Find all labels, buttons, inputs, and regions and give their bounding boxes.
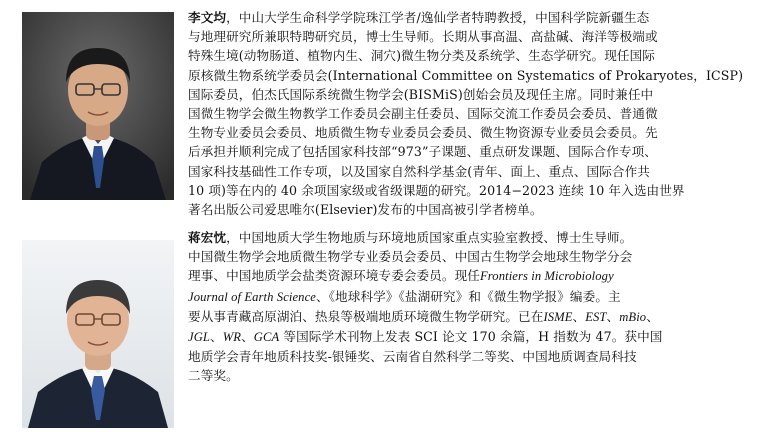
bio-line: 中国微生物学会地质微生物学专业委员会委员、中国古生物学会地球生物学分会 [188, 249, 633, 265]
bio-line: 地质学会青年地质科技奖-银锤奖、云南省自然科学二等奖、中国地质调查局科技 [188, 349, 637, 365]
journal-name: EST [585, 309, 607, 324]
journal-name: GCA [253, 330, 280, 345]
bio-line: 要从事青藏高原湖泊、热泉等极端地质环境微生物学研究。已在ISME、EST、mBio、 [188, 308, 659, 324]
journal-name: ISME [543, 309, 573, 324]
bio-line: 10 项)等在内的 40 余项国家级或省级课题的研究。2014−2023 连续 10 年入选由世界 [188, 182, 685, 198]
portrait-illustration [22, 12, 174, 200]
bio-line: 国际委员，伯杰氏国际系统微生物学会(BISMiS)创始会员及现任主席。同时兼任中 [188, 86, 654, 102]
bio-line: 二等奖。 [188, 368, 239, 384]
person-name: 蒋宏忱 [188, 230, 227, 245]
person-name: 李文均 [188, 10, 227, 25]
bio-line: 与地理研究所兼职特聘研究员，博士生导师。长期从事高温、高盐碱、海洋等极端或 [188, 29, 658, 45]
journal-name: JGL [188, 330, 210, 345]
journal-name: mBio [619, 309, 647, 324]
portrait-illustration [22, 240, 174, 428]
bio-line: JGL、WR、GCA 等国际学术刊物上发表 SCI 论文 170 余篇，H 指数为 47。获中国 [188, 329, 663, 345]
bio-line: 理事、中国地质学会盐类资源环境专委会委员。现任Frontiers in Microbiology [188, 268, 614, 284]
bio-line: 李文均，中山大学生命科学学院珠江学者/逸仙学者特聘教授，中国科学院新疆生态 [188, 10, 650, 25]
bio-line: 国微生物学会微生物教学工作委员会副主任委员、国际交流工作委员会委员、普通微 [188, 106, 658, 122]
portrait-photo-li-wenjun [22, 12, 174, 200]
bio-line: 后承担并顺利完成了包括国家科技部“973”子课题、重点研发课题、国际合作专项、 [188, 144, 658, 160]
bio-line: 蒋宏忱，中国地质大学生物地质与环境地质国家重点实验室教授、博士生导师。 [188, 230, 633, 245]
journal-name: WR [222, 330, 242, 345]
journal-name: Journal of Earth Science [188, 289, 316, 304]
journal-name: Frontiers in Microbiology [479, 269, 614, 284]
bio-line: 著名出版公司爱思唯尔(Elsevier)发布的中国高被引学者榜单。 [188, 202, 543, 218]
bio-line: 生物专业委员会委员、地质微生物专业委员会委员、微生物资源专业委员会委员。先 [188, 125, 658, 141]
portrait-photo-jiang-hongchen [22, 240, 174, 428]
bio-line: 原核微生物系统学委员会(International Committee on Systematics of Prokaryotes，ICSP) [188, 67, 744, 83]
bio-line: 国家科技基础性工作专项，以及国家自然科学基金(青年、面上、重点、国际合作共 [188, 163, 650, 179]
bio-text-jiang-hongchen [188, 228, 760, 386]
bio-text-li-wenjun [188, 8, 760, 219]
bio-line: 特殊生境(动物肠道、植物内生、洞穴)微生物分类及系统学、生态学研究。现任国际 [188, 48, 656, 64]
bio-jiang-hongchen [0, 226, 767, 432]
bio-line: Journal of Earth Science、《地球科学》《盐湖研究》和《微生物学报》编委。主 [188, 288, 621, 304]
